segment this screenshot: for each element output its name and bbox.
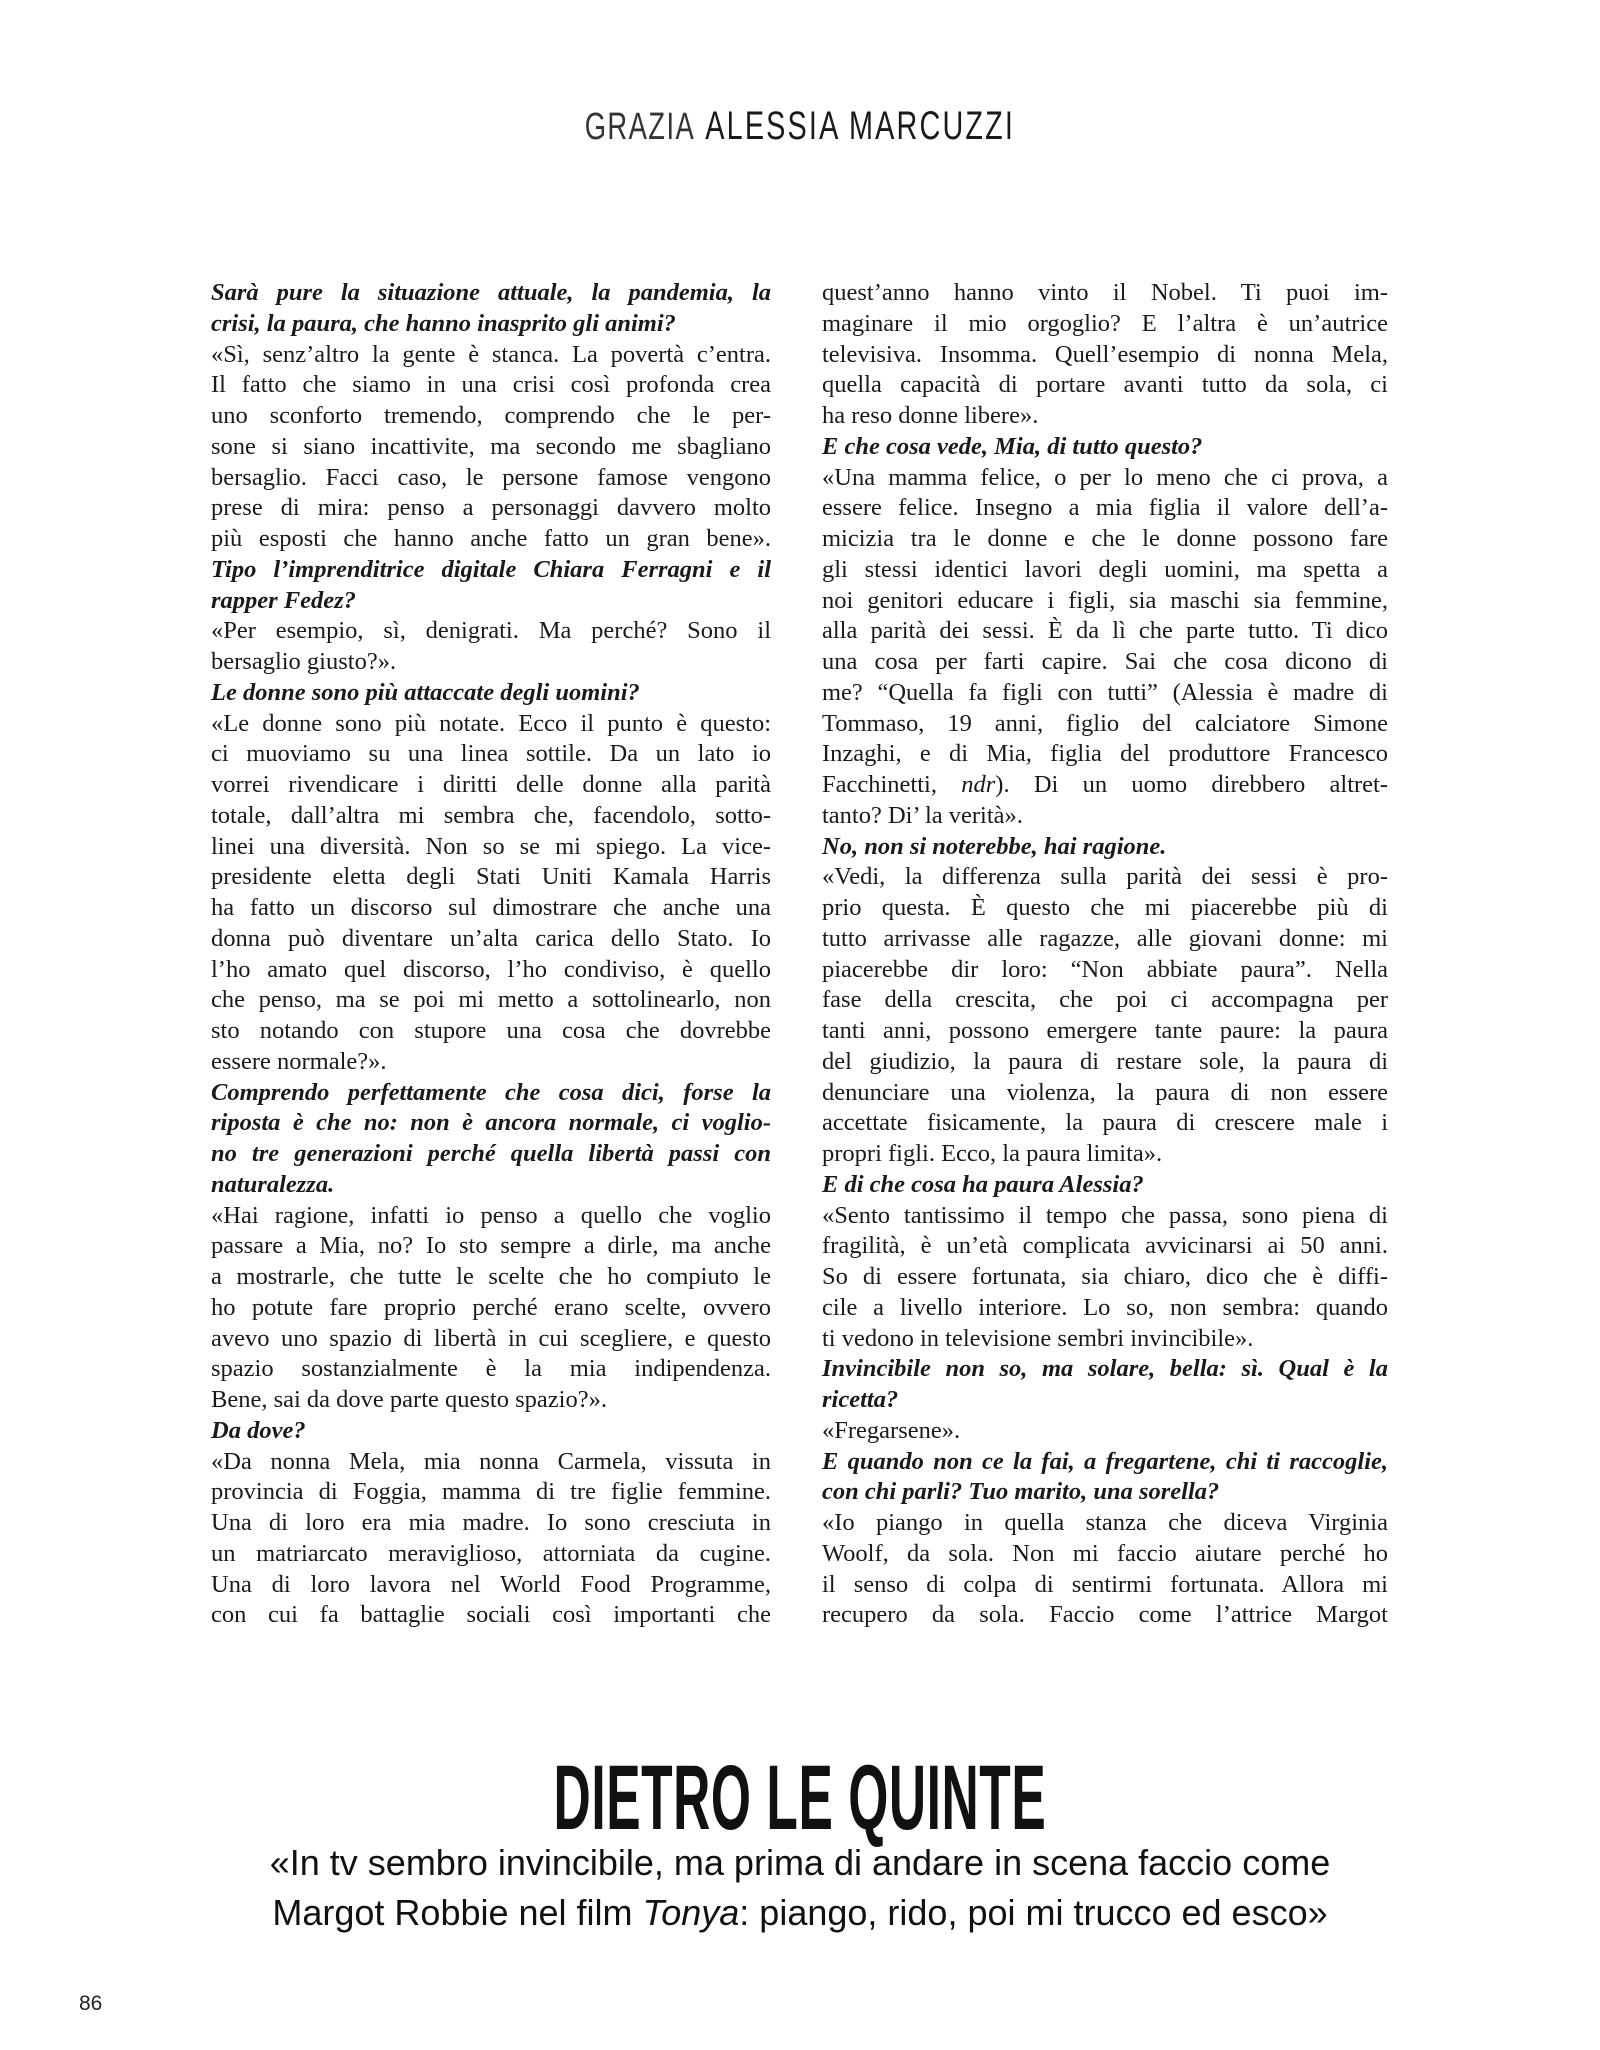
- answer-line: vorrei rivendicare i diritti delle donne alla parità: [211, 771, 771, 798]
- question-line: ricetta?: [822, 1386, 899, 1413]
- answer-line: accettate fisicamente, la paura di crescere male i: [822, 1109, 1388, 1137]
- answer-line: quest’anno hanno vinto il Nobel. Ti puoi im-: [822, 279, 1388, 306]
- question-line: No, non si noterebbe, hai ragione.: [822, 832, 1167, 860]
- answer-line: bersaglio giusto?».: [211, 648, 397, 675]
- answer-line: del giudizio, la paura di restare sole, la paura di: [822, 1047, 1388, 1075]
- answer-line: recupero da sola. Faccio come l’attrice Margot: [822, 1601, 1388, 1629]
- answer-line: provincia di Foggia, mamma di tre figlie femmine.: [211, 1478, 771, 1506]
- question-line: Sarà pure la situazione attuale, la pandemia, la: [211, 279, 771, 306]
- answer-line: un matriarcato meraviglioso, attorniata da cugine.: [211, 1539, 771, 1567]
- answer-line: quella capacità di portare avanti tutto da sola, ci: [822, 371, 1388, 399]
- question-line: no tre generazioni perché quella libertà passi con: [211, 1140, 771, 1167]
- editor-note: ndr: [961, 771, 996, 798]
- article-column-left: [211, 278, 771, 1631]
- answer-line: tanto? Di’ la verità».: [822, 801, 1023, 829]
- answer-line: l’ho amato quel discorso, l’ho condiviso, è quello: [211, 955, 771, 983]
- answer-line: Il fatto che siamo in una crisi così profonda crea: [211, 371, 771, 399]
- answer-line: Bene, sai da dove parte questo spazio?».: [211, 1386, 607, 1413]
- question-line: E quando non ce la fai, a fregartene, chi ti raccoglie,: [822, 1447, 1388, 1475]
- answer-line: [822, 770, 1388, 801]
- question-line: Comprendo perfettamente che cosa dici, forse la: [211, 1078, 771, 1106]
- answer-line: «Da nonna Mela, mia nonna Carmela, vissuta in: [211, 1447, 771, 1475]
- answer-line: gli stessi identici lavori degli uomini, ma spetta a: [822, 555, 1388, 583]
- article-column-right: [822, 278, 1388, 1631]
- answer-line: me? “Quella fa figli con tutti” (Alessia è madre di: [822, 678, 1388, 706]
- answer-line: prese di mira: penso a personaggi davvero molto: [211, 494, 771, 522]
- question-line: rapper Fedez?: [211, 586, 356, 614]
- quote-text: : piango, rido, poi mi trucco ed esco»: [739, 1892, 1328, 1933]
- pull-quote-line-1: «In tv sembro invincibile, ma prima di andare in scena faccio come: [269, 1842, 1331, 1883]
- answer-line: noi genitori educare i figli, sia maschi sia femmine,: [822, 586, 1388, 614]
- answer-line: Una di loro lavora nel World Food Programme,: [211, 1570, 771, 1598]
- answer-line: Woolf, da sola. Non mi faccio aiutare perché ho: [822, 1539, 1388, 1567]
- box-headline: [0, 1747, 1600, 1849]
- question-line: E di che cosa ha paura Alessia?: [822, 1170, 1144, 1198]
- question-line: E che cosa vede, Mia, di tutto questo?: [822, 432, 1203, 460]
- answer-line: cile a livello interiore. Lo so, non sembra: quando: [822, 1293, 1388, 1321]
- answer-line: una cosa per farti capire. Sai che cosa dicono di: [822, 648, 1388, 675]
- answer-line: che penso, ma se poi mi metto a sottolinearlo, non: [211, 986, 771, 1014]
- answer-line: maginare il mio orgoglio? E l’altra è un’autrice: [822, 309, 1388, 337]
- answer-line: passare a Mia, no? Io sto sempre a dirle, ma anche: [211, 1232, 771, 1260]
- answer-line: alla parità dei sessi. È da lì che parte tutto. Ti dico: [822, 617, 1388, 645]
- answer-line: più esposti che hanno anche fatto un gran bene».: [211, 525, 771, 552]
- answer-line: con cui fa battaglie sociali così importanti che: [211, 1601, 771, 1629]
- question-line: Le donne sono più attaccate degli uomini?: [211, 678, 640, 706]
- answer-line: linei una diversità. Non so se mi spiego. La vice-: [211, 832, 771, 860]
- quote-text: Margot Robbie nel film: [272, 1892, 643, 1933]
- answer-line: totale, dall’altra mi sembra che, facendolo, sotto-: [211, 801, 771, 829]
- answer-line: Una di loro era mia madre. Io sono cresciuta in: [211, 1509, 771, 1536]
- question-line: Tipo l’imprenditrice digitale Chiara Ferragni e il: [211, 555, 771, 583]
- answer-line: propri figli. Ecco, la paura limita».: [822, 1140, 1163, 1167]
- pull-quote: [0, 1838, 1600, 1938]
- answer-line: ti vedono in televisione sembri invincibile».: [822, 1324, 1254, 1352]
- answer-line: avevo uno spazio di libertà in cui scegliere, e questo: [211, 1324, 771, 1352]
- answer-line: ha fatto un discorso sul dimostrare che anche una: [211, 894, 771, 921]
- answer-line: bersaglio. Facci caso, le persone famose vengono: [211, 463, 771, 491]
- answer-line: So di essere fortunata, sia chiaro, dico che è diffi-: [822, 1263, 1388, 1290]
- answer-line: Tommaso, 19 anni, figlio del calciatore Simone: [822, 709, 1388, 737]
- answer-line: spazio sostanzialmente è la mia indipendenza.: [211, 1355, 771, 1383]
- answer-line: sone si siano incattivite, ma secondo me sbagliano: [211, 432, 771, 460]
- question-line: Invincibile non so, ma solare, bella: sì. Qual è la: [822, 1355, 1388, 1383]
- pull-quote-line-2: [0, 1888, 1600, 1938]
- answer-line: «Le donne sono più notate. Ecco il punto è questo:: [211, 709, 771, 737]
- answer-line: essere felice. Insegno a mia figlia il valore dell’a-: [822, 494, 1388, 522]
- answer-line: il senso di colpa di sentirmi fortunata. Allora mi: [822, 1570, 1388, 1598]
- answer-line: «Sì, senz’altro la gente è stanca. La povertà c’entra.: [211, 340, 771, 368]
- answer-line: Inzaghi, e di Mia, figlia del produttore Francesco: [822, 740, 1388, 768]
- headline-text: DIETRO LE QUINTE: [553, 1747, 1047, 1849]
- question-line: crisi, la paura, che hanno inasprito gli animi?: [211, 309, 676, 337]
- answer-line: donna può diventare un’alta carica dello Stato. Io: [211, 924, 771, 952]
- answer-line: a mostrarle, che tutte le scelte che ho compiuto le: [211, 1263, 771, 1290]
- answer-line: «Per esempio, sì, denigrati. Ma perché? Sono il: [211, 617, 771, 645]
- page-header: [0, 104, 1600, 149]
- answer-line: fase della crescita, che poi ci accompagna per: [822, 986, 1388, 1014]
- answer-line: uno sconforto tremendo, comprendo che le per-: [211, 402, 771, 429]
- answer-line: «Sento tantissimo il tempo che passa, sono piena di: [822, 1201, 1388, 1229]
- answer-line: prio questa. È questo che mi piacerebbe più di: [822, 894, 1388, 921]
- answer-line: ci muoviamo su una linea sottile. Da un lato io: [211, 740, 771, 768]
- answer-line: «Io piango in quella stanza che diceva Virginia: [822, 1509, 1388, 1536]
- text-segment: ). Di un uomo direbbero altret-: [995, 771, 1388, 798]
- magazine-brand: GRAZIA: [584, 106, 696, 148]
- question-line: con chi parli? Tuo marito, una sorella?: [822, 1478, 1220, 1506]
- page-number: 86: [79, 1992, 103, 2015]
- answer-line: essere normale?».: [211, 1047, 387, 1075]
- answer-line: «Una mamma felice, o per lo meno che ci prova, a: [822, 463, 1388, 491]
- answer-line: «Hai ragione, infatti io penso a quello che voglio: [211, 1201, 771, 1229]
- film-title: Tonya: [642, 1892, 740, 1933]
- text-segment: Facchinetti,: [822, 771, 962, 798]
- answer-line: denunciare una violenza, la paura di non essere: [822, 1078, 1388, 1106]
- answer-line: piacerebbe dir loro: “Non abbiate paura”. Nella: [822, 955, 1388, 983]
- question-line: riposta è che no: non è ancora normale, ci voglio-: [211, 1109, 771, 1137]
- question-line: Da dove?: [211, 1416, 306, 1444]
- answer-line: tutto arrivasse alle ragazze, alle giovani donne: mi: [822, 924, 1388, 952]
- answer-line: presidente eletta degli Stati Uniti Kamala Harris: [211, 863, 771, 891]
- answer-line: ho potute fare proprio perché erano scelte, ovvero: [211, 1293, 771, 1321]
- answer-line: tanti anni, possono emergere tante paure: la paura: [822, 1017, 1388, 1044]
- section-title: ALESSIA MARCUZZI: [705, 104, 1016, 148]
- question-line: naturalezza.: [211, 1170, 335, 1198]
- answer-line: ha reso donne libere».: [822, 402, 1039, 429]
- answer-line: fragilità, è un’età complicata avvicinarsi ai 50 anni.: [822, 1232, 1388, 1260]
- answer-line: sto notando con stupore una cosa che dovrebbe: [211, 1017, 771, 1044]
- answer-line: «Vedi, la differenza sulla parità dei sessi è pro-: [822, 863, 1388, 891]
- answer-line: televisiva. Insomma. Quell’esempio di nonna Mela,: [822, 340, 1388, 368]
- answer-line: micizia tra le donne e che le donne possono fare: [822, 525, 1388, 552]
- answer-line: «Fregarsene».: [822, 1416, 961, 1444]
